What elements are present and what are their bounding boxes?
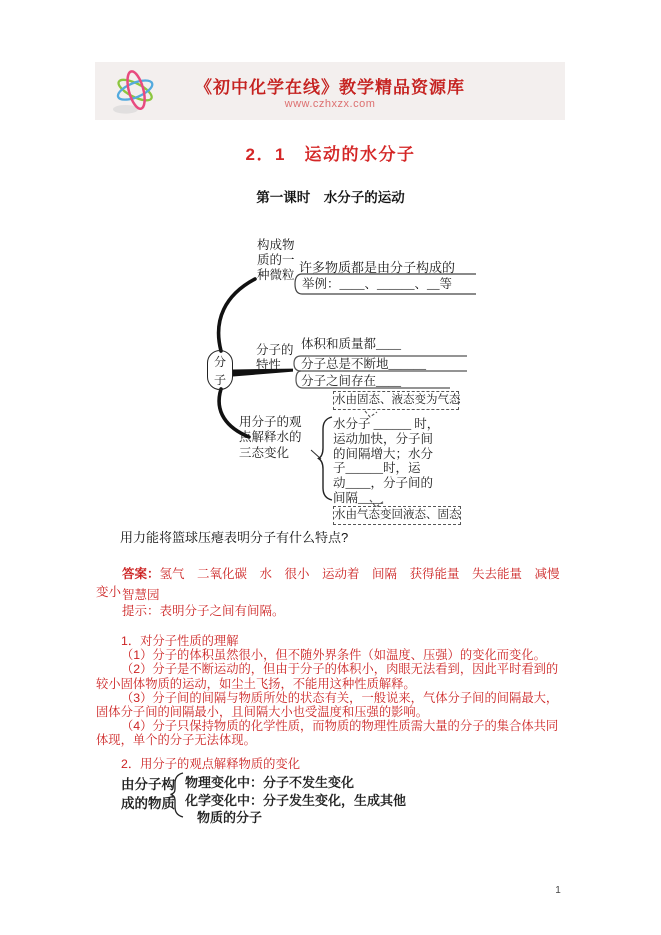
page-subtitle: 第一课时 水分子的运动 bbox=[256, 190, 405, 205]
root-node-molecule bbox=[207, 350, 233, 390]
branch1-label: 构成物 质的一 种微粒 bbox=[257, 238, 295, 282]
page-number: 1 bbox=[555, 885, 561, 896]
note-section-1-title: 1．对分子性质的理解 bbox=[121, 634, 239, 648]
site-header bbox=[95, 62, 565, 120]
branch1-note: 许多物质都是由分子构成的 bbox=[299, 260, 456, 275]
body-line-6: 间隔____ bbox=[333, 490, 384, 505]
feature-row-1: 体积和质量都____ bbox=[301, 337, 402, 351]
root-char-2: 子 bbox=[213, 373, 226, 387]
note-point-2: （2）分子是不断运动的，但由于分子的体积小，肉眼无法看到，因此平时看到的较小固体物质的运动，如尘土飞扬，不能用这种性质解释。 bbox=[96, 662, 559, 691]
change-chemical-1: 化学变化中：分子发生变化，生成其他 bbox=[185, 793, 407, 808]
wisdom-title: 智慧园 bbox=[122, 588, 160, 602]
note-point-3: （3）分子间的间隔与物质所处的状态有关，一般说来，气体分子间的间隔最大，固体分子间的间隔最小，且间隔大小也受温度和压强的影响。 bbox=[96, 690, 559, 720]
callout-bottom: 水由气态变回液态、固态 bbox=[333, 506, 461, 525]
wisdom-hint: 提示：表明分子之间有间隔。 bbox=[122, 604, 285, 618]
question-text: 用力能将篮球压瘪表明分子有什么特点? bbox=[120, 530, 349, 545]
body-line-4: 子______时，运 bbox=[333, 461, 421, 476]
change-chemical-2: 物质的分子 bbox=[197, 810, 263, 825]
note-point-4: （4）分子只保持物质的化学性质，而物质的物理性质需大量的分子的集合体共同体现，单个的分子无法体现。 bbox=[96, 719, 559, 748]
branch1-example: 举例：____、______、__等 bbox=[302, 277, 453, 291]
change-brace-icon bbox=[168, 771, 186, 819]
branch3-body bbox=[333, 417, 439, 506]
site-brand-title: 《初中化学在线》教学精品资源库 bbox=[195, 78, 465, 97]
notes-block bbox=[96, 634, 569, 748]
feature-row-2: 分子总是不断地______ bbox=[301, 357, 427, 371]
page-title: 2．1 运动的水分子 bbox=[245, 145, 416, 164]
feature-row-3: 分子之间存在____ bbox=[301, 374, 402, 388]
note-point-1: （1）分子的体积虽然很小，但不随外界条件（如温度、压强）的变化而变化。 bbox=[121, 648, 546, 663]
body-line-5: 动____，分子间的 bbox=[333, 476, 434, 491]
body-line-3: 的间隔增大；水分 bbox=[333, 446, 434, 461]
answer-prefix: 答案： bbox=[122, 566, 160, 581]
wisdom-block bbox=[122, 587, 285, 619]
branch2-label: 分子的 特性 bbox=[256, 343, 294, 372]
body-line-1: 水分子 ______ 时， bbox=[333, 417, 440, 431]
change-subject: 由分子构 成的物质 bbox=[121, 777, 175, 811]
callout-top: 水由固态、液态变为气态 bbox=[333, 391, 459, 410]
molecule-mindmap bbox=[175, 232, 485, 532]
note-section-2-title: 2．用分子的观点解释物质的变化 bbox=[121, 757, 300, 771]
site-url: www.czhxzx.com bbox=[284, 98, 376, 110]
branch-curve-top bbox=[219, 279, 255, 351]
change-physical: 物理变化中：分子不发生变化 bbox=[185, 775, 355, 790]
root-char-1: 分 bbox=[213, 355, 226, 369]
body-line-2: 运动加快，分子间 bbox=[333, 431, 434, 446]
branch3-label: 用分子的观 点解释水的 三态变化 bbox=[239, 415, 302, 460]
change-diagram bbox=[96, 770, 426, 832]
answer-items: 氢气 二氧化碳 水 很小 运动着 间隔 获得能量 失去能量 减慢 变小 bbox=[96, 566, 573, 599]
